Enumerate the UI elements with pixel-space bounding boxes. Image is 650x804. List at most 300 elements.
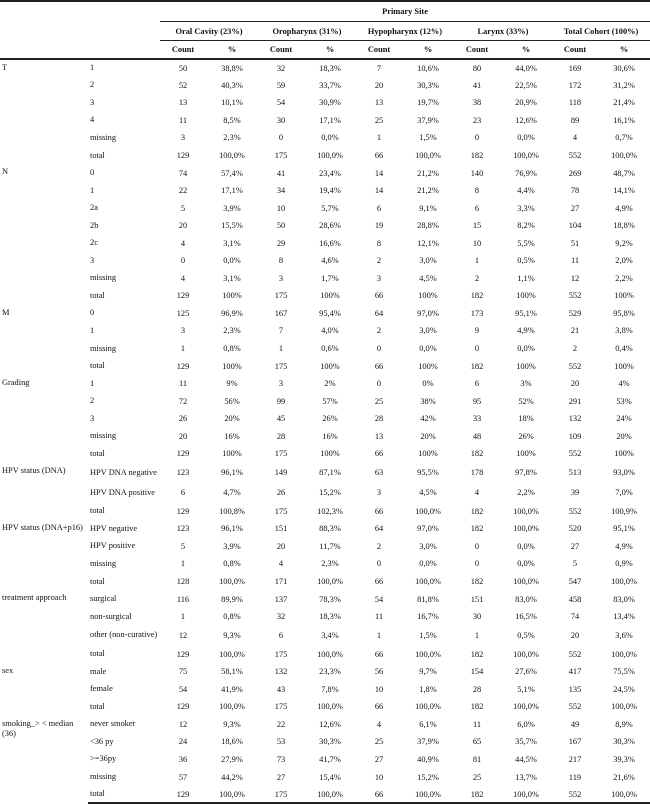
count-cell: 8 [474, 186, 480, 196]
percent-cell: 0,0% [419, 559, 437, 569]
category-label: total [90, 506, 105, 516]
count-cell: 21 [570, 326, 580, 336]
count-header: Count [454, 41, 500, 60]
percent-cell: 0,5% [517, 256, 535, 266]
percent-cell: 23,3% [319, 667, 341, 677]
percent-cell: 2,2% [615, 273, 633, 283]
variable-label: M [2, 307, 10, 317]
count-cell: 3 [180, 326, 186, 336]
count-cell: 66 [374, 291, 384, 301]
category-label: missing [90, 343, 117, 353]
count-cell: 20 [178, 431, 188, 441]
count-cell: 135 [568, 684, 582, 694]
group-header: Hypopharynx (12%) [356, 22, 454, 41]
table-row [0, 608, 650, 626]
category-label: 1 [90, 325, 95, 335]
group-header: Larynx (33%) [454, 22, 552, 41]
table-row [0, 147, 650, 165]
category-label: female [90, 684, 113, 694]
percent-cell: 95,4% [319, 308, 341, 318]
count-cell: 5 [180, 203, 186, 213]
count-cell: 154 [470, 667, 484, 677]
count-cell: 64 [374, 308, 384, 318]
percent-cell: 88,3% [319, 524, 341, 534]
count-cell: 25 [472, 772, 482, 782]
count-cell: 182 [470, 361, 484, 371]
percent-cell: 100,0% [415, 151, 441, 160]
count-cell: 24 [178, 737, 188, 747]
count-cell: 43 [276, 684, 286, 694]
count-cell: 27 [570, 541, 580, 551]
percent-cell: 4,5% [419, 273, 437, 283]
count-cell: 182 [470, 524, 484, 534]
count-cell: 3 [180, 133, 186, 143]
percent-cell: 0,8% [223, 559, 241, 569]
count-cell: 2 [572, 344, 578, 354]
count-cell: 182 [454, 786, 500, 804]
percent-cell: 41,9% [221, 684, 243, 694]
percent-cell: 93,0% [613, 468, 635, 478]
count-cell: 39 [570, 488, 580, 498]
count-cell: 175 [274, 291, 288, 301]
count-cell: 7 [376, 63, 382, 73]
percent-cell: 42% [420, 414, 436, 424]
count-cell: 20 [570, 630, 580, 640]
count-cell: 11 [472, 719, 482, 729]
count-cell: 23 [472, 115, 482, 125]
count-cell: 0 [376, 559, 382, 569]
percent-cell: 4,6% [321, 256, 339, 266]
count-cell: 4 [180, 238, 186, 248]
count-cell: 27 [570, 203, 580, 213]
table-row [0, 590, 650, 608]
count-cell: 8 [376, 238, 382, 248]
percent-cell: 1,5% [419, 133, 437, 143]
percent-cell: 13,4% [613, 612, 635, 622]
percent-cell: 3,1% [223, 238, 241, 248]
percent-cell: 2,3% [321, 559, 339, 569]
category-label: <36 py [90, 736, 114, 746]
count-cell: 129 [176, 361, 190, 371]
group-header: Total Cohort (100%) [552, 22, 650, 41]
percent-cell: 95,8% [613, 308, 635, 318]
percent-cell: 100% [614, 361, 634, 371]
count-cell: 80 [472, 63, 482, 73]
percent-cell: 3,0% [419, 256, 437, 266]
count-cell: 552 [552, 786, 598, 804]
percent-cell: 4,9% [517, 326, 535, 336]
count-cell: 182 [470, 151, 484, 160]
table-row [0, 217, 650, 235]
count-cell: 0 [474, 133, 480, 143]
count-cell: 5 [572, 559, 578, 569]
count-cell: 104 [568, 221, 582, 231]
percent-cell: 30,6% [613, 63, 635, 73]
percent-cell: 100% [516, 291, 536, 301]
percent-cell: 100,0% [415, 577, 441, 587]
percent-header: % [500, 41, 552, 60]
table-row [0, 357, 650, 375]
percent-cell: 0,8% [223, 612, 241, 622]
count-cell: 1 [180, 559, 186, 569]
percent-cell: 100,0% [611, 702, 637, 712]
count-cell: 20 [570, 379, 580, 389]
count-cell: 291 [568, 396, 582, 406]
count-cell: 6 [180, 488, 186, 498]
percent-cell: 0,0% [321, 133, 339, 143]
percent-cell: 14,1% [613, 186, 635, 196]
table-row [0, 410, 650, 428]
percent-cell: 2,0% [615, 256, 633, 266]
table-row [0, 234, 650, 252]
percent-cell: 100,0% [513, 151, 539, 160]
table-row [0, 340, 650, 358]
count-cell: 13 [374, 98, 384, 108]
count-cell: 109 [568, 431, 582, 441]
table-row [0, 463, 650, 483]
percent-cell: 12,1% [417, 238, 439, 248]
category-label: total [90, 649, 105, 659]
category-label: 2a [90, 203, 98, 213]
percent-cell: 1,8% [419, 684, 437, 694]
percent-cell: 100,0% [513, 577, 539, 587]
percent-cell: 16% [224, 431, 240, 441]
percent-cell: 100% [320, 291, 340, 301]
percent-cell: 100,0% [611, 151, 637, 160]
percent-cell: 100,0% [611, 577, 637, 587]
count-cell: 28 [374, 414, 384, 424]
percent-cell: 96,9% [221, 308, 243, 318]
count-cell: 2 [474, 273, 480, 283]
percent-cell: 100,0% [317, 702, 343, 712]
variable-label: T [2, 63, 8, 72]
count-cell: 137 [274, 594, 288, 604]
percent-cell: 95,1% [515, 308, 537, 318]
count-cell: 28 [276, 431, 286, 441]
count-cell: 45 [276, 414, 286, 424]
table-row [0, 483, 650, 503]
count-cell: 182 [470, 291, 484, 301]
count-cell: 129 [176, 506, 190, 516]
percent-cell: 0,0% [517, 541, 535, 551]
percent-cell: 0,0% [517, 133, 535, 143]
percent-cell: 4,4% [517, 186, 535, 196]
count-cell: 175 [274, 361, 288, 371]
count-cell: 51 [570, 238, 580, 248]
count-cell: 552 [568, 291, 582, 301]
percent-cell: 100% [222, 361, 242, 371]
count-cell: 1 [278, 344, 284, 354]
percent-cell: 18% [518, 414, 534, 424]
count-cell: 12 [178, 719, 188, 729]
count-cell: 52 [178, 80, 188, 90]
percent-cell: 96,1% [221, 524, 243, 534]
category-label: >=36py [90, 754, 117, 764]
table-row [0, 520, 650, 538]
count-cell: 552 [568, 506, 582, 516]
percent-cell: 21,6% [613, 772, 635, 782]
count-cell: 48 [472, 431, 482, 441]
table-row [0, 698, 650, 716]
percent-cell: 100,0% [317, 649, 343, 659]
percent-cell: 100% [418, 291, 438, 301]
count-cell: 178 [470, 468, 484, 478]
header-blank [0, 41, 160, 60]
percent-cell: 37,9% [417, 737, 439, 747]
percent-cell: 38% [420, 396, 436, 406]
category-label: other (non-curative) [90, 630, 158, 640]
percent-cell: 4% [618, 379, 630, 389]
count-cell: 66 [374, 506, 384, 516]
count-cell: 6 [474, 203, 480, 213]
count-cell: 182 [470, 506, 484, 516]
count-cell: 1 [474, 256, 480, 266]
percent-cell: 100,0% [317, 151, 343, 160]
percent-cell: 4,7% [223, 488, 241, 498]
category-label: total [90, 701, 105, 711]
count-cell: 74 [178, 168, 188, 178]
percent-cell: 0,8% [223, 344, 241, 354]
percent-cell: 9,1% [419, 203, 437, 213]
percent-cell: 87,1% [319, 468, 341, 478]
count-cell: 182 [470, 577, 484, 587]
percent-cell: 8,2% [517, 221, 535, 231]
percent-cell: 20% [420, 431, 436, 441]
percent-cell: 9% [226, 379, 238, 389]
percent-cell: 9,2% [615, 238, 633, 248]
table-row [0, 625, 650, 645]
percent-cell: 4,9% [615, 203, 633, 213]
count-cell: 417 [568, 667, 582, 677]
percent-cell: 31,2% [613, 80, 635, 90]
percent-cell: 53% [616, 396, 632, 406]
count-cell: 41 [276, 168, 286, 178]
count-cell: 34 [276, 186, 286, 196]
count-cell: 116 [176, 594, 190, 604]
percent-cell: 100,0% [402, 786, 454, 804]
percent-cell: 52% [518, 396, 534, 406]
percent-cell: 83,0% [515, 594, 537, 604]
count-cell: 167 [568, 737, 582, 747]
percent-cell: 2,3% [223, 326, 241, 336]
table-row [0, 503, 650, 521]
count-cell: 2 [376, 541, 382, 551]
percent-cell: 3% [520, 379, 532, 389]
percent-cell: 27,6% [515, 667, 537, 677]
percent-cell: 3,3% [517, 203, 535, 213]
count-cell: 175 [258, 786, 304, 804]
percent-cell: 9,3% [223, 719, 241, 729]
percent-cell: 12,6% [319, 719, 341, 729]
count-cell: 57 [178, 772, 188, 782]
percent-cell: 5,7% [321, 203, 339, 213]
count-cell: 172 [568, 80, 582, 90]
table-row [0, 427, 650, 445]
table-row [0, 129, 650, 147]
percent-cell: 33,7% [319, 80, 341, 90]
count-cell: 10 [374, 772, 384, 782]
count-cell: 1 [180, 344, 186, 354]
count-cell: 66 [374, 702, 384, 712]
table-body [0, 59, 650, 803]
category-label: 1 [90, 378, 95, 388]
percent-cell: 30,3% [417, 80, 439, 90]
count-cell: 182 [470, 649, 484, 659]
count-cell: 36 [178, 754, 188, 764]
count-cell: 10 [472, 238, 482, 248]
percent-cell: 27,9% [221, 754, 243, 764]
percent-cell: 95,1% [613, 524, 635, 534]
count-cell: 0 [180, 256, 186, 266]
percent-cell: 24% [616, 414, 632, 424]
count-cell: 529 [568, 308, 582, 318]
count-cell: 26 [178, 414, 188, 424]
category-label: missing [90, 431, 117, 441]
count-cell: 520 [568, 524, 582, 534]
count-cell: 12 [178, 630, 188, 640]
count-cell: 66 [374, 361, 384, 371]
percent-cell: 18,3% [319, 63, 341, 73]
percent-cell: 2,3% [223, 133, 241, 143]
percent-cell: 1,7% [321, 273, 339, 283]
category-label: 1 [90, 185, 95, 195]
group-header: Oral Cavity (23%) [160, 22, 258, 41]
percent-cell: 18,8% [613, 221, 635, 231]
percent-cell: 0,4% [615, 344, 633, 354]
count-cell: 119 [568, 772, 582, 782]
count-cell: 10 [374, 684, 384, 694]
table-row [0, 392, 650, 410]
count-cell: 1 [376, 630, 382, 640]
percent-cell: 12,6% [515, 115, 537, 125]
percent-cell: 20% [616, 431, 632, 441]
percent-cell: 41,7% [319, 754, 341, 764]
table-row [0, 375, 650, 393]
category-label: total [90, 576, 105, 586]
count-cell: 132 [568, 414, 582, 424]
percent-cell: 58,1% [221, 667, 243, 677]
percent-cell: 3,0% [419, 541, 437, 551]
category-label: 3 [90, 97, 95, 107]
count-cell: 81 [472, 754, 482, 764]
percent-cell: 19,7% [417, 98, 439, 108]
percent-cell: 0% [422, 379, 434, 389]
percent-cell: 18,6% [221, 737, 243, 747]
category-label: 1 [90, 63, 95, 73]
percent-cell: 8,5% [223, 115, 241, 125]
percent-cell: 15,4% [319, 772, 341, 782]
category-label: never smoker [90, 719, 136, 729]
percent-cell: 6,0% [517, 719, 535, 729]
count-cell: 552 [568, 449, 582, 459]
percent-cell: 76,9% [515, 168, 537, 178]
count-cell: 4 [474, 488, 480, 498]
percent-cell: 100% [222, 449, 242, 459]
count-cell: 13 [374, 431, 384, 441]
category-label: missing [90, 132, 117, 142]
header-blank [0, 22, 160, 41]
count-cell: 53 [276, 737, 286, 747]
percent-cell: 100,0% [500, 786, 552, 804]
percent-cell: 57% [322, 396, 338, 406]
table-row [0, 733, 650, 751]
percent-cell: 100% [320, 361, 340, 371]
percent-cell: 44,2% [221, 772, 243, 782]
percent-cell: 15,5% [221, 221, 243, 231]
count-cell: 1 [180, 612, 186, 622]
count-header: Count [258, 41, 304, 60]
percent-cell: 100,0% [513, 649, 539, 659]
count-cell: 66 [374, 449, 384, 459]
percent-cell: 2% [324, 379, 336, 389]
table-row [0, 287, 650, 305]
category-label: total [88, 786, 160, 804]
table-row [0, 573, 650, 591]
category-label: missing [90, 558, 117, 568]
count-cell: 49 [570, 719, 580, 729]
count-cell: 22 [276, 719, 286, 729]
count-cell: 27 [276, 772, 286, 782]
count-cell: 125 [176, 308, 190, 318]
percent-cell: 0,0% [223, 256, 241, 266]
category-label: total [90, 290, 105, 300]
percent-cell: 8,9% [615, 719, 633, 729]
count-cell: 75 [178, 667, 188, 677]
percent-cell: 100,0% [513, 524, 539, 534]
category-label: HPV DNA negative [90, 467, 157, 477]
count-cell: 175 [274, 151, 288, 160]
percent-cell: 16,5% [515, 612, 537, 622]
count-header: Count [552, 41, 598, 60]
percent-cell: 15,2% [319, 488, 341, 498]
count-cell: 50 [178, 63, 188, 73]
category-label: HPV DNA positive [90, 487, 155, 497]
count-cell: 11 [178, 379, 188, 389]
table-row [0, 786, 650, 804]
percent-cell: 28,8% [417, 221, 439, 231]
percent-cell: 100,0% [219, 702, 245, 712]
count-cell: 19 [374, 221, 384, 231]
table-row [0, 77, 650, 95]
count-cell: 0 [474, 559, 480, 569]
count-cell: 151 [470, 594, 484, 604]
percent-cell: 5,1% [517, 684, 535, 694]
percent-cell: 100,0% [304, 786, 356, 804]
count-cell: 175 [274, 702, 288, 712]
percent-cell: 21,4% [613, 98, 635, 108]
count-cell: 167 [274, 308, 288, 318]
primary-site-header: Primary Site [160, 1, 650, 22]
table-row [0, 252, 650, 270]
table-row [0, 768, 650, 786]
percent-header: % [304, 41, 356, 60]
count-cell: 458 [568, 594, 582, 604]
percent-cell: 97,0% [417, 524, 439, 534]
count-cell: 0 [278, 133, 284, 143]
percent-cell: 24,5% [613, 684, 635, 694]
percent-cell: 3,4% [321, 630, 339, 640]
percent-cell: 22,5% [515, 80, 537, 90]
count-cell: 169 [568, 63, 582, 73]
percent-cell: 40,3% [221, 80, 243, 90]
table-row [0, 94, 650, 112]
variable-label: treatment approach [2, 593, 67, 603]
percent-cell: 100% [516, 361, 536, 371]
count-cell: 173 [470, 308, 484, 318]
count-cell: 29 [276, 238, 286, 248]
count-cell: 89 [570, 115, 580, 125]
count-cell: 151 [274, 524, 288, 534]
